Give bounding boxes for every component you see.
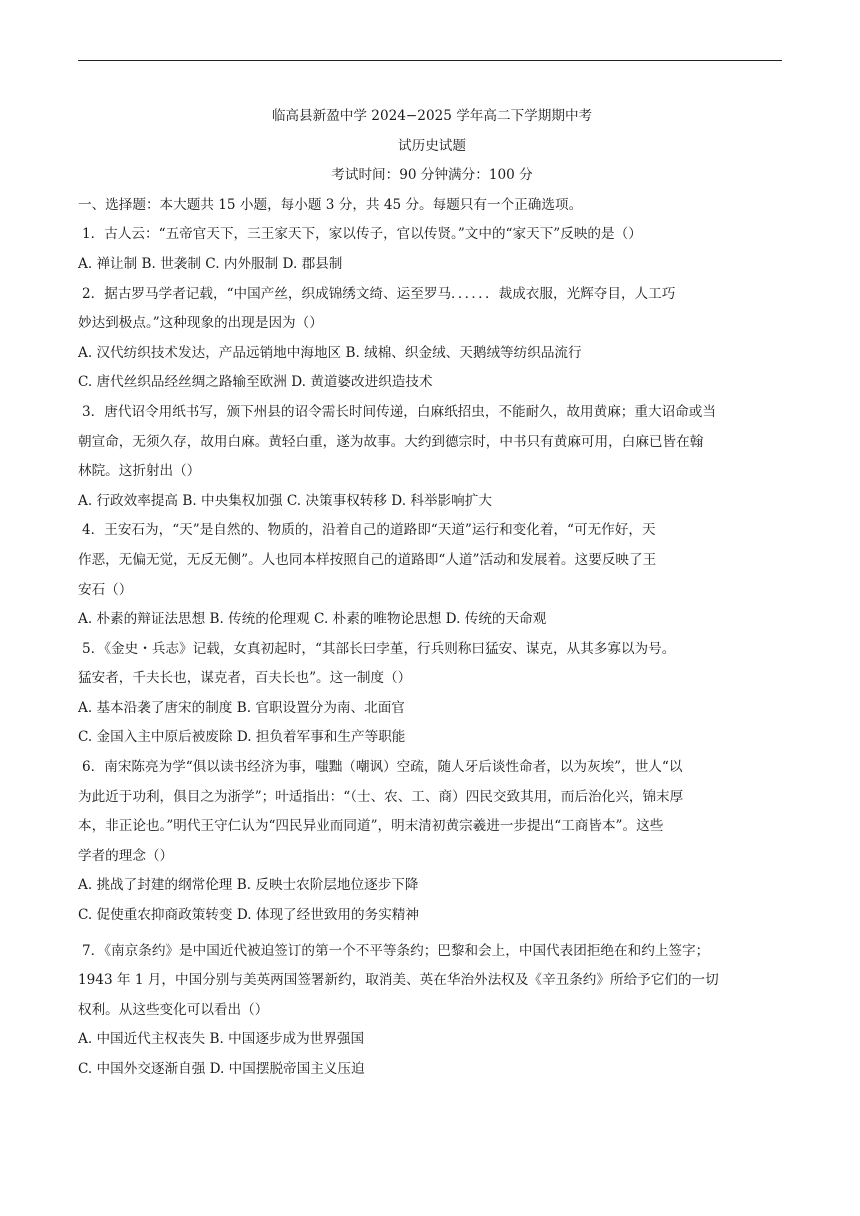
answer-options-line: A. 挑战了封建的纲常伦理 B. 反映士农阶层地位逐步下降: [78, 877, 419, 894]
question-stem-line: 安石（）: [78, 581, 133, 598]
question-2: [78, 280, 786, 398]
answer-options-line: A. 行政效率提高 B. 中央集权加强 C. 决策事权转移 D. 科举影响扩大: [78, 492, 492, 509]
answer-options-line: C. 促使重农抑商政策转变 D. 体现了经世致用的务实精神: [78, 907, 419, 924]
question-stem-line: 3．唐代诏令用纸书写，颁下州县的诏令需长时间传递，白麻纸招虫，不能耐久，故用黄麻；重大诏命或当: [82, 403, 716, 420]
question-stem-line: 权利。从这些变化可以看出（）: [78, 1001, 269, 1018]
question-list: [78, 220, 786, 1084]
question-7: [78, 937, 786, 1085]
exam-title-line-1: 临高县新盈中学 2024−2025 学年高二下学期期中考: [271, 108, 593, 124]
question-stem-line: 本，非正论也。”明代王守仁认为“四民异业而同道”，明末清初黄宗羲进一步提出“工商皆本”。这些: [78, 818, 664, 835]
answer-options-line: A. 基本沿袭了唐宋的制度 B. 官职设置分为南、北面官: [78, 699, 405, 716]
question-stem-line: 7．《南京条约》是中国近代被迫签订的第一个不平等条约；巴黎和会上，中国代表团拒绝在和约上签字；: [82, 942, 710, 959]
exam-info: 考试时间：90 分钟满分：100 分: [331, 167, 533, 184]
question-1: [78, 220, 786, 279]
question-5: [78, 635, 786, 753]
answer-options-line: A. 中国近代主权丧失 B. 中国逐步成为世界强国: [78, 1031, 365, 1048]
answer-options-line: A. 朴素的辩证法思想 B. 传统的伦理观 C. 朴素的唯物论思想 D. 传统的天命观: [78, 611, 547, 628]
question-stem-line: 1943 年 1 月，中国分别与美英两国签署新约，取消美、英在华治外法权及《辛丑条约》所给予它们的一切: [78, 972, 719, 989]
document-body: [78, 102, 786, 1085]
answer-options-line: C. 唐代丝织品经丝绸之路输至欧洲 D. 黄道婆改进织造技术: [78, 374, 433, 391]
question-stem-line: 6．南宋陈亮为学“俱以读书经济为事，嗤黜（嘲讽）空疏，随人牙后谈性命者，以为灰埃”，世人“以: [82, 759, 683, 776]
question-6: [78, 753, 786, 937]
question-stem-line: 5．《金史・兵志》记载，女真初起时，“其部长曰孛堇，行兵则称曰猛安、谋克，从其多寡以为号。: [82, 640, 676, 657]
section-heading: 一、选择题：本大题共 15 小题，每小题 3 分，共 45 分。每题只有一个正确选项。: [78, 196, 583, 213]
question-stem-line: 朝宣命，无须久存，故用白麻。黄轻白重，遂为故事。大约到德宗时，中书只有黄麻可用，白麻已皆在翰: [78, 433, 704, 450]
exam-title-line-2: 试历史试题: [398, 137, 466, 154]
question-stem-line: 学者的理念（）: [78, 847, 174, 864]
question-stem-line: 妙达到极点。”这种现象的出现是因为（）: [78, 315, 323, 332]
header-rule: [78, 60, 782, 61]
answer-options-line: C. 中国外交逐渐自强 D. 中国摆脱帝国主义压迫: [78, 1061, 365, 1077]
question-stem-line: 2．据古罗马学者记载，“中国产丝，织成锦绣文绮、运至罗马．．．．．．裁成衣服，光辉夺目，人工巧: [82, 285, 676, 302]
question-stem-line: 林院。这折射出（）: [78, 463, 201, 480]
question-stem-line: 猛安者，千夫长也，谋克者，百夫长也”。这一制度（）: [78, 670, 412, 687]
question-stem-line: 1．古人云：“五帝官天下，三王家天下，家以传子，官以传贤。”文中的“家天下”反映的是（）: [82, 226, 642, 243]
question-stem-line: 作恶，无偏无觉，无反无侧”。人也同本样按照自己的道路即“人道”活动和发展着。这要反映了王: [78, 551, 657, 568]
answer-options-line: C. 金国入主中原后被废除 D. 担负着军事和生产等职能: [78, 729, 406, 746]
question-4: [78, 516, 786, 634]
question-stem-line: 4．王安石为，“天”是自然的、物质的，沿着自己的道路即“天道”运行和变化着，“可无作好，天: [82, 522, 656, 539]
answer-options-line: A. 禅让制 B. 世袭制 C. 内外服制 D. 郡县制: [78, 255, 343, 272]
answer-options-line: A. 汉代纺织技术发达，产品远销地中海地区 B. 绒棉、织金绒、天鹅绒等纺织品流行: [78, 344, 582, 361]
question-3: [78, 398, 786, 516]
question-stem-line: 为此近于功利，俱目之为浙学”；叶适指出：“（士、农、工、商）四民交致其用，而后治化兴，锦末厚: [78, 788, 684, 805]
